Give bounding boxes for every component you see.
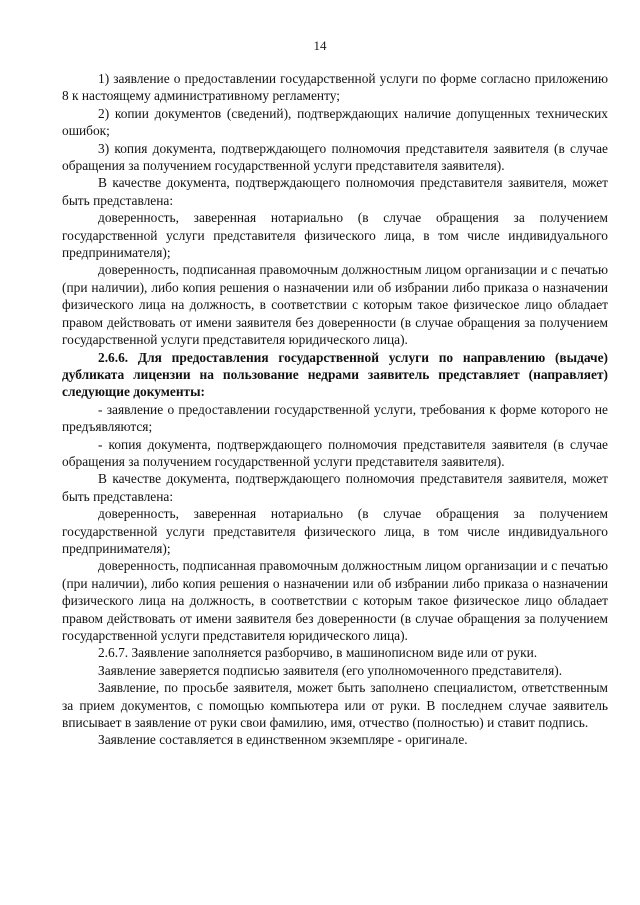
paragraph-specialist-fill: Заявление, по просьбе заявителя, может быть заполнено специалистом, ответственным за прием документов, с помощью компьютера или от руки. В последнем случае заявитель вписывает в заявление от руки свои фамилию, имя, отчество (полностью) и ставит подпись. [62, 680, 608, 731]
paragraph-application-item-3: 3) копия документа, подтверждающего полномочия представителя заявителя (в случае обращения за получением государственной услуги представителя заявителя). [62, 140, 608, 174]
paragraph-authority-intro-2: В качестве документа, подтверждающего полномочия представителя заявителя, может быть представлена: [62, 471, 608, 504]
paragraph-application-item-2: 2) копии документов (сведений), подтверждающих наличие допущенных технических ошибок; [62, 105, 608, 139]
paragraph-duplicate-authority-copy: - копия документа, подтверждающего полномочия представителя заявителя (в случае обращения за получением государственной услуги представителя заявителя). [62, 436, 608, 469]
paragraph-signed-power-2: доверенность, подписанная правомочным должностным лицом организации и с печатью (при наличии), либо копия решения о назначении или об избрании либо приказа о назначении физического лица на должность, в соответствии с которым такое физическое лицо обладает правом действовать от имени заявителя без доверенности (в случае обращения за получением государственной услуги представителя юридического лица). [62, 558, 608, 643]
section-heading-2-6-6: 2.6.6. Для предоставления государственной услуги по направлению (выдаче) дубликата лицензии на пользование недрами заявитель представляет (направляет) следующие документы: [62, 349, 608, 400]
paragraph-signature: Заявление заверяется подписью заявителя (его уполномоченного представителя). [98, 662, 563, 678]
page-number: 14 [313, 38, 327, 53]
document-body [62, 70, 608, 749]
paragraph-notarized-power-2: доверенность, заверенная нотариально (в случае обращения за получением государственной услуги представителя физического лица, в том числе индивидуального предпринимателя); [62, 506, 608, 556]
paragraph-application-item-1: 1) заявление о предоставлении государственной услуги по форме согласно приложению 8 к настоящему административному регламенту; [62, 71, 608, 104]
paragraph-2-6-7: 2.6.7. Заявление заполняется разборчиво, в машинописном виде или от руки. [98, 645, 538, 661]
paragraph-duplicate-application: - заявление о предоставлении государственной услуги, требования к форме которого не предъявляются; [62, 401, 608, 435]
paragraph-authority-intro: В качестве документа, подтверждающего полномочия представителя заявителя, может быть представлена: [62, 175, 608, 208]
paragraph-signed-power: доверенность, подписанная правомочным должностным лицом организации и с печатью (при наличии), либо копия решения о назначении или об избрании либо приказа о назначении физического лица на должность, в соответствии с которым такое физическое лицо обладает правом действовать от имени заявителя без доверенности (в случае обращения за получением государственной услуги представителя юридического лица). [62, 262, 608, 348]
paragraph-notarized-power: доверенность, заверенная нотариально (в случае обращения за получением государственной услуги представителя физического лица, в том числе индивидуального предпринимателя); [62, 210, 608, 261]
paragraph-single-copy: Заявление составляется в единственном экземпляре - оригинале. [98, 732, 468, 748]
